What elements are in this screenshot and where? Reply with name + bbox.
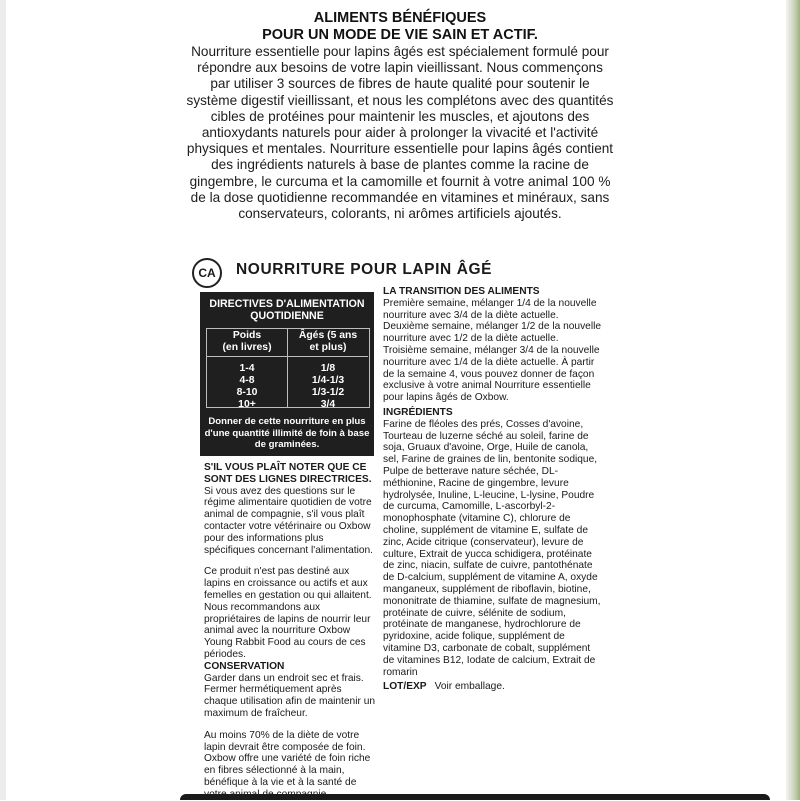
weight-value: 4-8	[239, 375, 255, 386]
transition-heading: LA TRANSITION DES ALIMENTS	[383, 286, 540, 297]
section-title: NOURRITURE POUR LAPIN ÂGÉ	[236, 261, 493, 278]
weight-header-line2: (en livres)	[222, 342, 272, 353]
notice-heading: S'IL VOUS PLAÎT NOTER QUE CE SONT DES LIGNES DIRECTRICES.	[204, 462, 372, 485]
feeding-heading-line2: QUOTIDIENNE	[250, 310, 324, 322]
amount-value: 3/4	[320, 399, 336, 410]
lot-exp-row	[383, 681, 603, 693]
left-column	[204, 462, 376, 801]
feeding-heading	[200, 292, 374, 324]
benefits-title-line1: ALIMENTS BÉNÉFIQUES	[313, 10, 487, 26]
amount-header-line2: et plus)	[309, 342, 347, 353]
ingredients-heading: INGRÉDIENTS	[383, 406, 453, 418]
weight-value: 10+	[238, 399, 256, 410]
ingredients-text: Farine de fléoles des prés, Cosses d'avoine, Tourteau de luzerne séché au soleil, farine de soja, Gruaux d'avoine, Orge, Huile de canola, sel, Farine de graines de lin, bentonite sodique, Pulpe de betterave nature séchée, DL-méthionine, Racine de gingembre, levure hydrolysée, Inuline, L-leucine, L-lysine, Poudre de curcuma, Camomille, L-ascorbyl-2-monophosphate (vitamine C), chlorure de choline, supplément de vitamine E, sulfate de zinc, Acide citrique (conservateur), levure de culture, Extrait de yucca schidigera, protéinate de zinc, niacin, sulfate de cuivre, pantothénate de D-calcium, supplément de vitamine A, oxyde manganeux, supplément de riboflavin, biotine, mononitrate de thiamine, sulfate de magnesium, protéinate de cuivre, sélénite de sodium, protéinate de manganese, hydrochlorure de pyridoxine, acide folique, supplément de vitamine D3, carbonate de cobalt, supplément de vitamines B12, Iodate de calcium, Extrait de romarin	[383, 418, 601, 678]
hay-recommendation-text: Au moins 70% de la diète de votre lapin devrait être composée de foin. Oxbow offre une variété de foin riche en fibres sélectionné à la main, bénéfique à la vie et à la santé de votre animal de compagnie.	[204, 729, 371, 800]
section-header	[192, 258, 612, 288]
lot-exp-label: LOT/EXP	[383, 681, 427, 693]
transition-text: Première semaine, mélanger 1/4 de la nouvelle nourriture avec 3/4 de la diète actuelle. Deuxième semaine, mélanger 1/2 de la nouvelle nourriture avec 1/2 de la diète actuelle. Troisième semaine, mélanger 3/4 de la nouvelle nourriture avec 1/4 de la diète actuelle. À partir de la semaine 4, vous pouvez donner de façon exclusive à votre animal Nourriture essentielle pour lapins âgés de Oxbow.	[383, 297, 602, 404]
amount-value: 1/4-1/3	[311, 375, 345, 386]
amount-values	[288, 357, 368, 411]
package-edge-right	[786, 0, 800, 800]
weight-column	[207, 329, 288, 410]
notice-text: Si vous avez des questions sur le régime alimentaire quotidien de votre animal de compagnie, s'il vous plaît contacter votre vétérinaire ou Oxbow pour des informations plus spécifiques concernant l'alimentation.	[204, 485, 374, 556]
feeding-note: Donner de cette nourriture en plus d'une quantité illimité de foin à base de graminées.	[204, 416, 370, 450]
weight-value: 8-10	[236, 387, 258, 398]
feeding-heading-line1: DIRECTIVES D'ALIMENTATION	[209, 298, 365, 310]
weight-values	[207, 357, 287, 411]
weight-value: 1-4	[239, 363, 255, 374]
storage-heading: CONSERVATION	[204, 660, 285, 672]
weight-column-header	[207, 329, 287, 357]
lot-exp-value: Voir emballage.	[434, 681, 505, 693]
storage-text: Garder dans un endroit sec et frais. Fermer hermétiquement après chaque utilisation afin de maintenir un maximum de fraîcheur.	[204, 672, 376, 719]
feeding-guidelines-box	[200, 292, 374, 456]
amount-value: 1/3-1/2	[311, 387, 345, 398]
benefits-title-line2: POUR UN MODE DE VIE SAIN ET ACTIF.	[262, 27, 538, 43]
amount-column	[288, 329, 368, 411]
country-badge: CA	[192, 258, 222, 288]
amount-column-header	[288, 329, 368, 357]
benefits-description: Nourriture essentielle pour lapins âgés est spécialement formulé pour répondre aux besoins de votre lapin vieillissant. Nous commençons par utiliser 3 sources de fibres de haute qualité pour soutenir le système digestif vieillissant, et nous les complétons avec des quantités cibles de protéines pour maintenir les muscles, et ajoutons des antioxydants naturels pour aider à prolonger la vivacité et l'activité physiques et mentales. Nourriture essentielle pour lapins âgés contient des ingrédients naturels à base de plantes comme la racine de gingembre, le curcuma et la camomille et fournit à votre animal 100 % de la dose quotidienne recommandée en vitamines et minéraux, sans conservateurs, colorants, ni arômes artificiels ajoutés.	[186, 44, 614, 222]
benefits-title	[190, 10, 610, 44]
package-edge-left	[0, 0, 6, 800]
amount-value: 1/8	[320, 363, 336, 374]
weight-header-line1: Poids	[232, 330, 262, 341]
feeding-table	[206, 328, 370, 408]
usage-restriction-text: Ce produit n'est pas destiné aux lapins en croissance ou actifs et aux femelles en gestation ou qui allaitent. Nous recommandons aux propriétaires de lapins de nourrir leur animal avec la nourriture Oxbow Young Rabbit Food au cours de ces périodes.	[204, 566, 372, 660]
right-column	[383, 286, 603, 693]
amount-header-line1: Âgés (5 ans	[298, 330, 358, 341]
